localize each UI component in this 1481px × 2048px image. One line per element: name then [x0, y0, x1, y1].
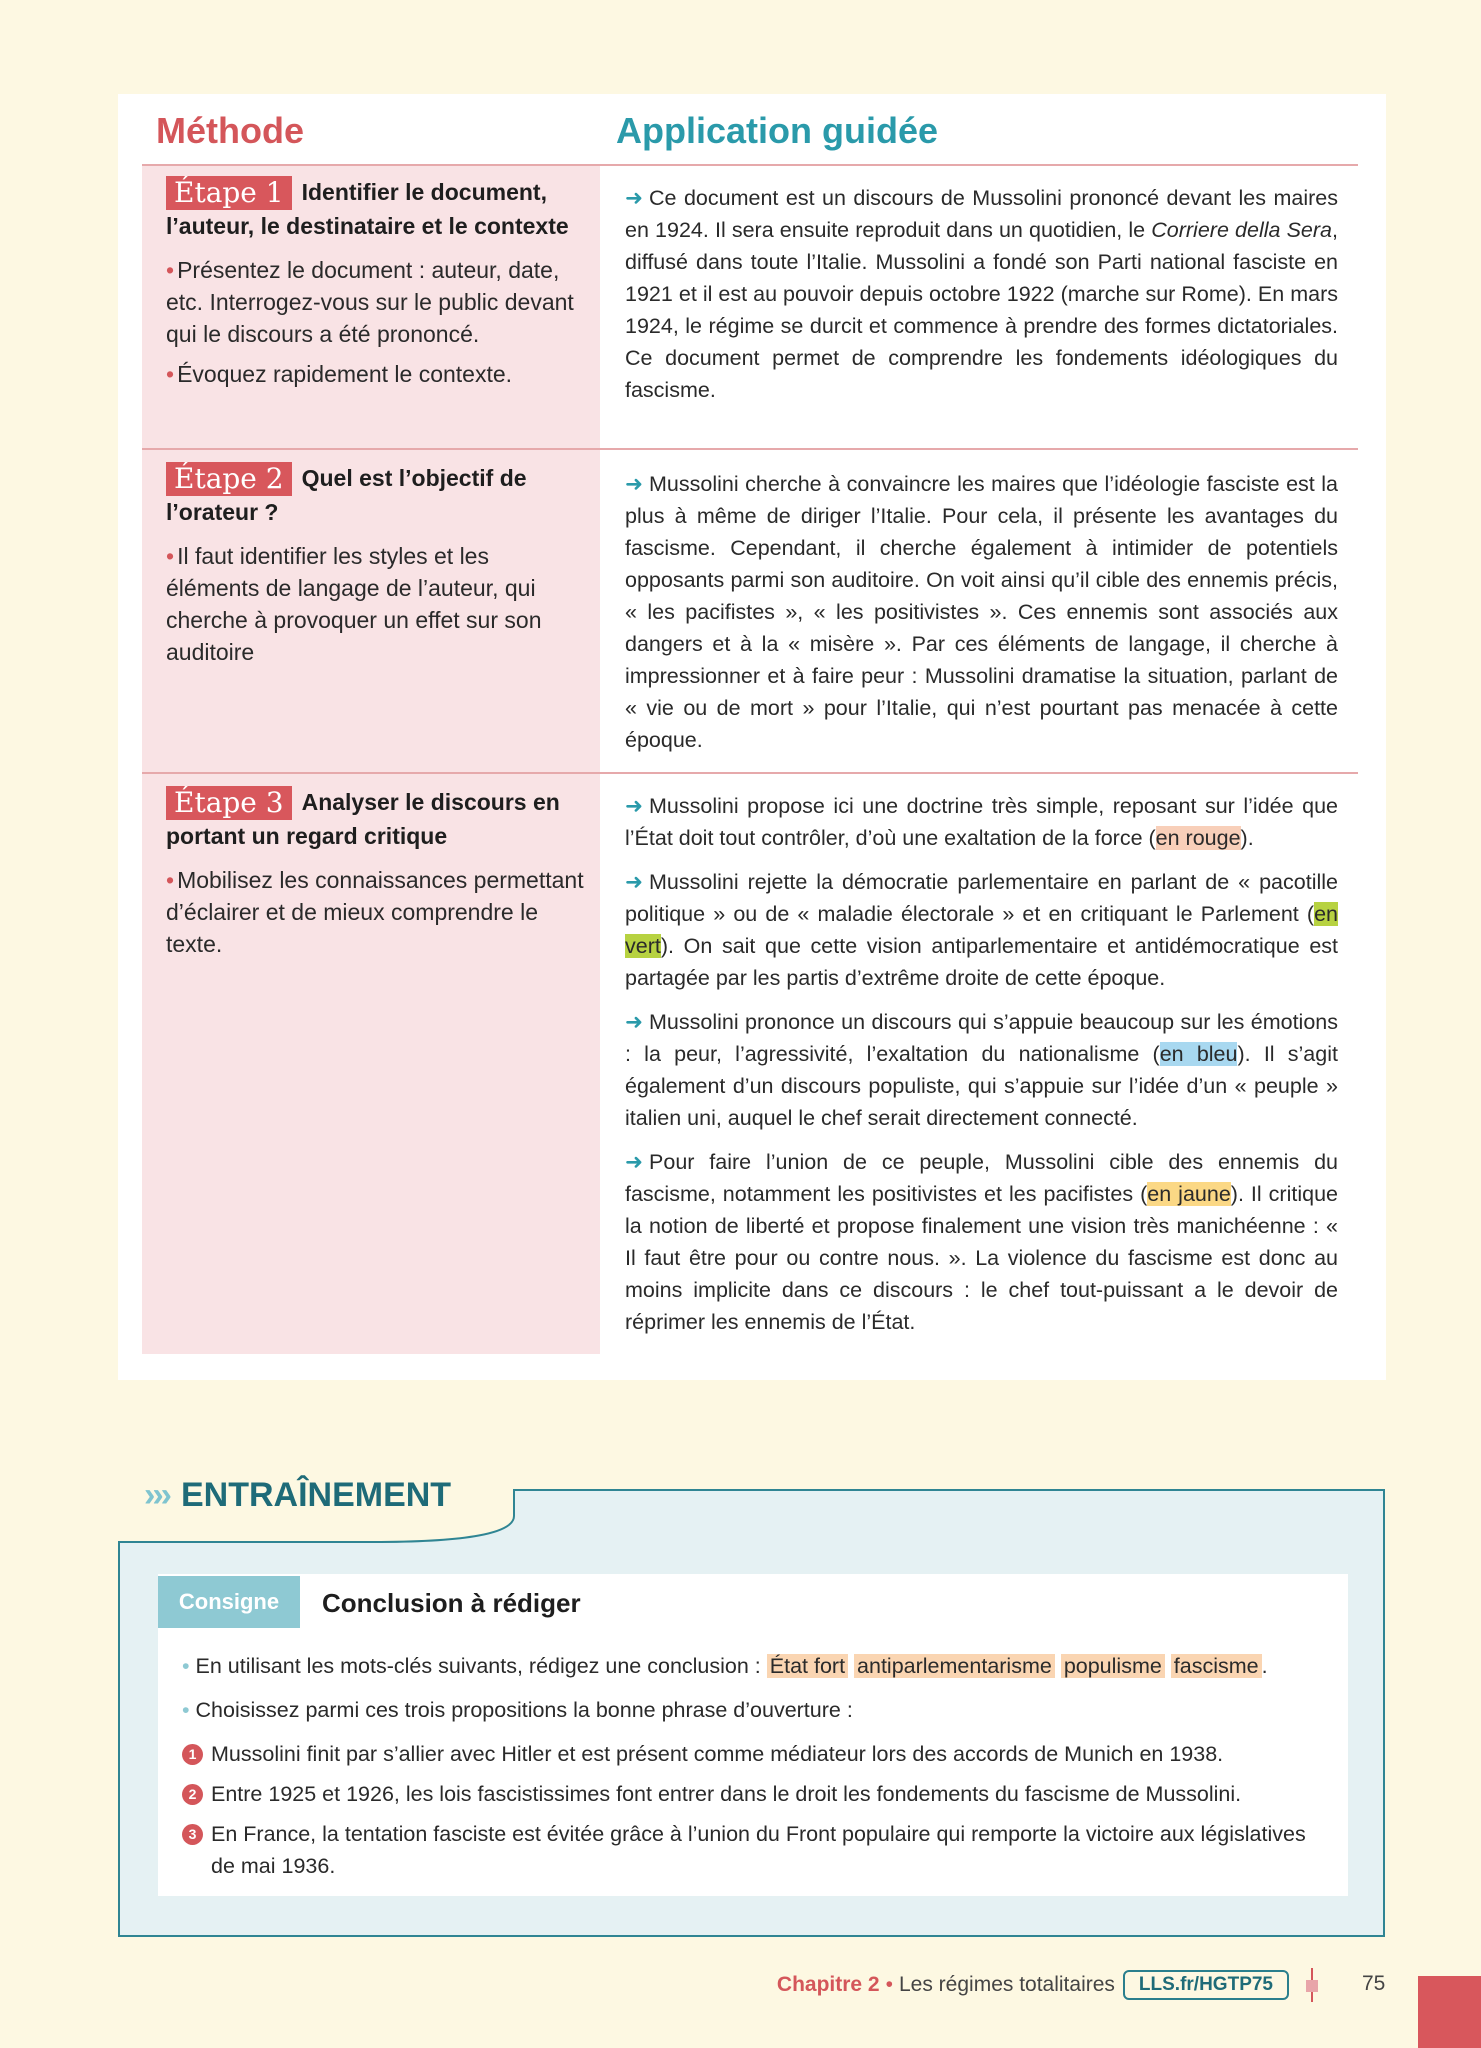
application-paragraph-3: ➜ Mussolini propose ici une doctrine très simple, reposant sur l’idée que l’État doit tout contrôler, d’où une exaltation de la force (en rouge).	[625, 794, 1338, 850]
option-number-3: 3	[182, 1824, 203, 1845]
highlight-rouge: en rouge	[1155, 826, 1241, 850]
step-1-title-block	[166, 176, 584, 242]
step-1	[166, 176, 584, 390]
consigne-title: Conclusion à rédiger	[322, 1588, 581, 1618]
arrow-right-icon: ➜	[625, 794, 644, 818]
application-block-2	[625, 468, 1338, 768]
consigne-label: Consigne	[158, 1576, 300, 1628]
step-3-title-block	[166, 786, 584, 852]
method-card	[118, 94, 1386, 1380]
application-block-1	[625, 182, 1338, 418]
methode-heading: Méthode	[156, 110, 304, 151]
step-1-bullet-1: • Présentez le document : auteur, date, etc. Interrogez-vous sur le public devant qui le discours a été prononcé.	[166, 254, 584, 350]
step-1-badge: Étape 1	[166, 176, 292, 210]
highlight-jaune: en jaune	[1147, 1182, 1231, 1206]
arrow-right-icon: ➜	[625, 870, 644, 894]
keyword-chip: populisme	[1061, 1654, 1165, 1678]
option-3	[182, 1818, 1332, 1882]
step-3-title: Analyser le discours en portant un regard critique	[166, 789, 560, 849]
page-number: 75	[1362, 1972, 1386, 1995]
option-3-text: En France, la tentation fasciste est évitée grâce à l’union du Front populaire qui remporte la victoire aux législatives de mai 1936.	[211, 1822, 1306, 1878]
application-paragraph-1: ➜ Ce document est un discours de Mussolini prononcé devant les maires en 1924. Il sera ensuite reproduit dans un quotidien, le Corriere della Sera, diffusé dans toute l’Italie. Mussolini a fondé son Parti national fasciste en 1921 et il est au pouvoir depuis octobre 1922 (marche sur Rome). En mars 1924, le régime se durcit et commence à prendre des formes dictatoriales. Ce document permet de comprendre les fondements idéologiques du fascisme.	[625, 186, 1338, 402]
step-2-title-block	[166, 462, 584, 528]
keyword-chip: État fort	[767, 1654, 848, 1678]
page-footer	[777, 1968, 1313, 2002]
arrow-right-icon: ➜	[625, 186, 644, 210]
arrow-right-icon: ➜	[625, 1150, 644, 1174]
footer-chapter: Chapitre 2	[776, 1973, 880, 1996]
footer-link-button[interactable]: LLS.fr/HGTP75	[1123, 1970, 1289, 2000]
footer-separator: •	[885, 1973, 893, 1996]
option-1-text: Mussolini finit par s’allier avec Hitler et est présent comme médiateur lors des accords de Munich en 1938.	[211, 1742, 1224, 1766]
option-number-2: 2	[182, 1784, 203, 1805]
step-3-badge: Étape 3	[166, 786, 292, 820]
consigne-content	[182, 1650, 1332, 1890]
step-3-bullet-1: • Mobilisez les connaissances permettant d’éclairer et de mieux comprendre le texte.	[166, 864, 584, 960]
option-number-1: 1	[182, 1744, 203, 1765]
application-heading: Application guidée	[616, 110, 939, 151]
keyword-chip: fascisme	[1171, 1654, 1262, 1678]
page-corner-tab	[1418, 1976, 1481, 2048]
highlight-vert: en vert	[625, 902, 1338, 958]
step-2-bullet-1: • Il faut identifier les styles et les éléments de langage de l’auteur, qui cherche à provoquer un effet sur son auditoire	[166, 540, 584, 668]
application-paragraph-2: ➜ Mussolini cherche à convaincre les maires que l’idéologie fasciste est la plus à même de diriger l’Italie. Pour cela, il présente les avantages du fascisme. Cependant, il cherche également à intimider de potentiels opposants parmi son auditoire. On voit ainsi qu’il cible des ennemis précis, « les pacifistes », « les positivistes ». Ces ennemis sont associés aux dangers et à la « misère ». Par ces éléments de langage, il cherche à impressionner et à faire peur : Mussolini dramatise la situation, parlant de « vie ou de mort » pour l’Italie, qui n’est pourtant pas menacée à cette époque.	[625, 472, 1338, 752]
step-2-badge: Étape 2	[166, 462, 292, 496]
newspaper-title: Corriere della Sera	[1151, 218, 1332, 242]
arrow-right-icon: ➜	[625, 472, 644, 496]
row-divider-2	[142, 772, 1358, 774]
application-paragraph-5: ➜ Mussolini prononce un discours qui s’appuie beaucoup sur les émotions : la peur, l’agressivité, l’exaltation du nationalisme (en bleu). Il s’agit également d’un discours populiste, qui s’appuie sur l’idée d’un « peuple » italien uni, auquel le chef serait directement connecté.	[625, 1010, 1338, 1130]
consigne-panel	[158, 1574, 1348, 1896]
option-1	[182, 1738, 1332, 1770]
step-2-title: Quel est l’objectif de l’orateur ?	[166, 465, 527, 525]
application-paragraph-4: ➜ Mussolini rejette la démocratie parlementaire en parlant de « pacotille politique » ou de « maladie électorale » et en critiquant le Parlement (en vert). On sait que cette vision antiparlementaire et antidémocratique est partagée par les partis d’extrême droite de cette époque.	[625, 870, 1338, 990]
consigne-line-keywords: • En utilisant les mots-clés suivants, rédigez une conclusion : État fort antiparlementarisme populisme fascisme .	[182, 1650, 1332, 1682]
step-2	[166, 462, 584, 668]
option-2-text: Entre 1925 et 1926, les lois fascistissimes font entrer dans le droit les fondements du fascisme de Mussolini.	[211, 1782, 1242, 1806]
footer-subject: Les régimes totalitaires	[898, 1973, 1115, 1996]
keyword-chip: antiparlementarisme	[854, 1654, 1055, 1678]
step-1-bullet-2: • Évoquez rapidement le contexte.	[166, 358, 584, 390]
application-paragraph-6: ➜ Pour faire l’union de ce peuple, Mussolini cible des ennemis du fascisme, notamment les positivistes et les pacifistes (en jaune). Il critique la notion de liberté et propose finalement une vision très manichéenne : « Il faut être pour ou contre nous. ». La violence du fascisme est donc au moins implicite dans ce discours : le chef tout-puissant a le devoir de réprimer les ennemis de l’État.	[625, 1150, 1338, 1334]
footer-marker	[1311, 1968, 1313, 2002]
step-1-title: Identifier le document, l’auteur, le destinataire et le contexte	[166, 179, 569, 239]
option-2	[182, 1778, 1332, 1810]
highlight-bleu: en bleu	[1159, 1042, 1238, 1066]
consigne-line-choose: • Choisissez parmi ces trois propositions la bonne phrase d’ouverture :	[182, 1694, 1332, 1726]
entrainement-heading: ››› ENTRAÎNEMENT	[144, 1476, 452, 1514]
step-3	[166, 786, 584, 960]
arrow-right-icon: ➜	[625, 1010, 644, 1034]
row-divider-1	[142, 448, 1358, 450]
application-block-3	[625, 790, 1338, 1350]
chevron-triple-icon: ›››	[144, 1476, 169, 1514]
